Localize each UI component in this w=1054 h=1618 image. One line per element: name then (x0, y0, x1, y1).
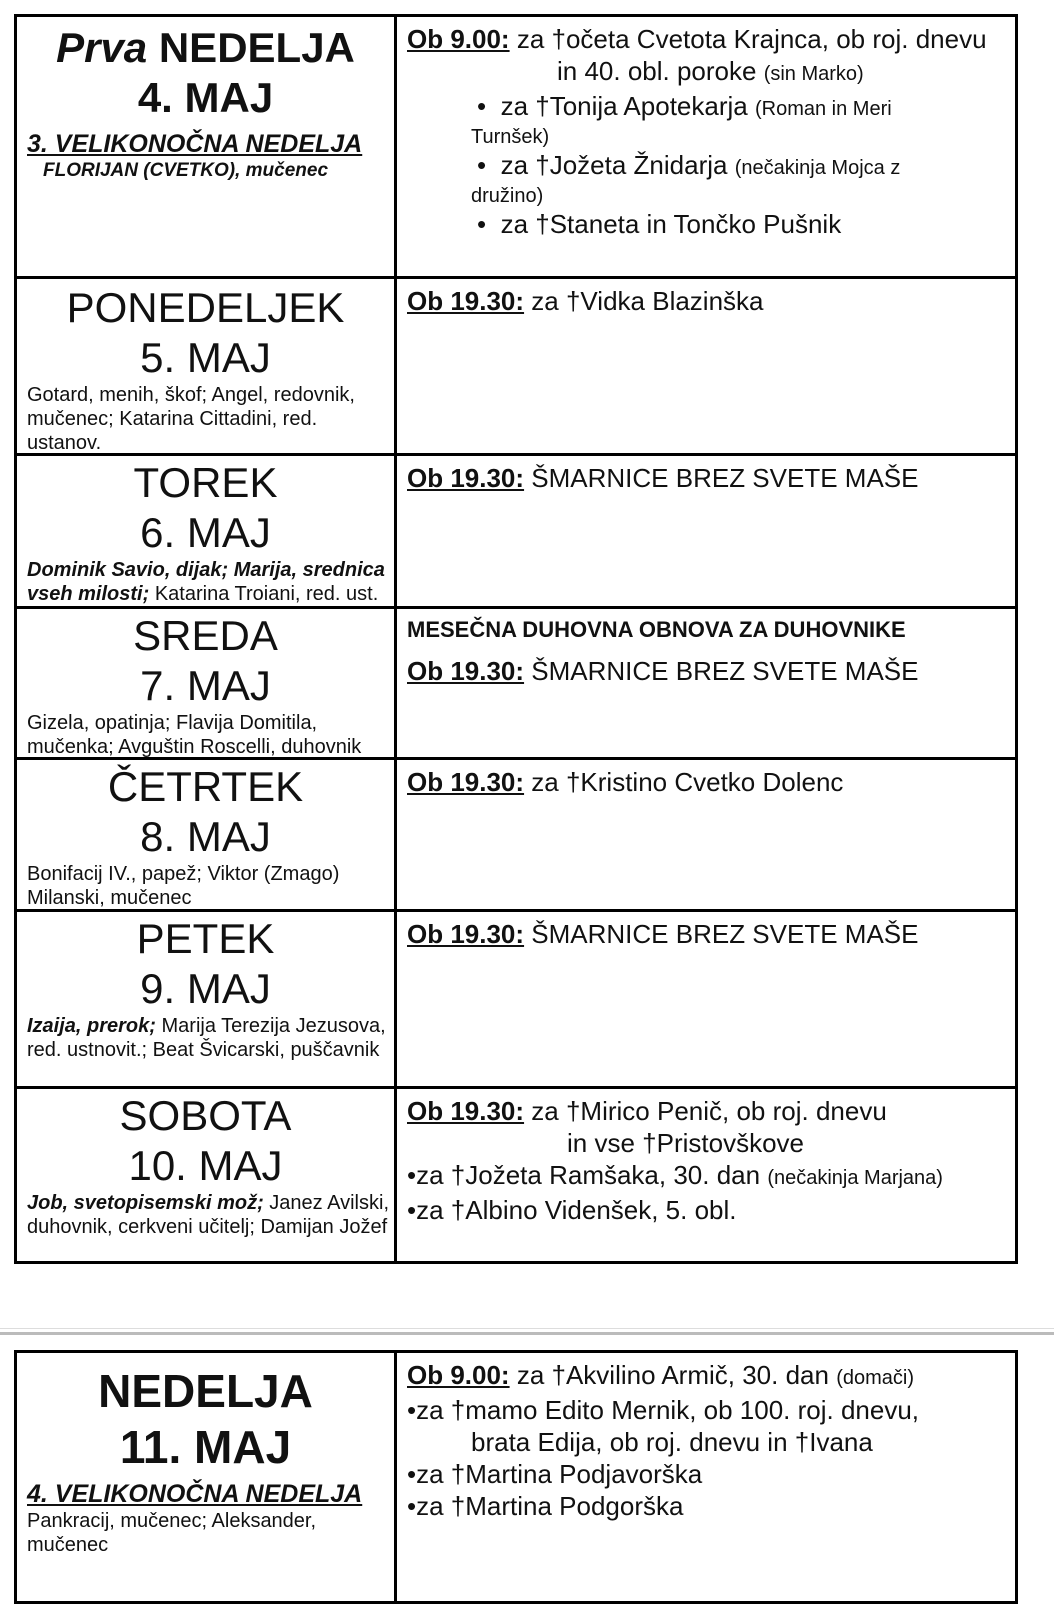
day-date: 4. MAJ (137, 74, 274, 121)
day-cell (17, 609, 397, 757)
mass-entry (407, 285, 1005, 317)
day-name-text: NEDELJA (158, 24, 355, 71)
intention-item (407, 1194, 1005, 1226)
day-name: TOREK (133, 459, 278, 506)
donor-note-cont: Turnšek) (471, 126, 550, 148)
donor-note: (nečakinja Mojca z (734, 157, 901, 179)
day-name: PETEK (136, 915, 275, 962)
mass-cell (397, 279, 1015, 453)
mass-time: Ob 19.30: (407, 919, 525, 949)
day-row-monday (17, 279, 1015, 456)
day-date: 9. MAJ (140, 965, 271, 1012)
bullet-icon: • (477, 91, 487, 121)
continuation-text: in 40. obl. poroke (557, 56, 757, 86)
mass-cell (397, 609, 1015, 757)
day-row-saturday (17, 1089, 1015, 1261)
mass-entry (407, 1095, 1005, 1127)
mass-entry (407, 23, 1005, 55)
bullet-icon: • (407, 1195, 417, 1225)
bullet-icon: • (407, 1395, 417, 1425)
intention-text: za †Jožeta Ramšaka, 30. dan (416, 1160, 761, 1190)
saint-names: FLORIJAN (CVETKO), mučenec (43, 160, 329, 181)
mass-time: Ob 19.30: (407, 656, 525, 686)
mass-entry (407, 655, 1005, 687)
mass-time: Ob 19.30: (407, 767, 525, 797)
intention-text: za †Jožeta Žnidarja (500, 150, 728, 180)
mass-intention: ŠMARNICE BREZ SVETE MAŠE (524, 919, 919, 949)
day-name: PONEDELJEK (66, 284, 345, 331)
day-name: SOBOTA (119, 1092, 292, 1139)
saint-names-italic: Izaija, prerok; (27, 1015, 156, 1037)
mass-intention: ŠMARNICE BREZ SVETE MAŠE (524, 656, 919, 686)
mass-time: Ob 19.30: (407, 286, 525, 316)
bullet-icon: • (407, 1160, 417, 1190)
day-name: SREDA (133, 612, 278, 659)
intention-text: za †Albino Videnšek, 5. obl. (416, 1195, 737, 1225)
day-name: NEDELJA (98, 1365, 313, 1417)
day-row-wednesday (17, 609, 1015, 760)
feast-title: 3. VELIKONOČNA NEDELJA (27, 130, 363, 158)
mass-intention: za †Akvilino Armič, 30. dan (509, 1360, 829, 1390)
donor-note: (domači) (836, 1367, 915, 1389)
saint-names-plain: Katarina Troiani, red. ust. (149, 583, 379, 605)
mass-time: Ob 9.00: (407, 24, 510, 54)
day-cell (17, 912, 397, 1086)
donor-note: (sin Marko) (763, 63, 864, 85)
day-date: 7. MAJ (140, 662, 271, 709)
saint-names-italic: Dominik Savio, dijak; Marija, srednica vseh milosti; (27, 559, 385, 605)
mass-continuation (407, 55, 1005, 90)
day-cell (17, 760, 397, 909)
day-name (17, 23, 394, 73)
schedule-table-week1 (14, 14, 1018, 1264)
mass-cell (397, 17, 1015, 276)
saint-names-plain: Janez Avilski, duhovnik, cerkveni učitelj; Damijan Jožef (27, 1192, 389, 1238)
mass-intention: za †očeta Cvetota Krajnca, ob roj. dnevu (509, 24, 987, 54)
mass-entry (407, 462, 1005, 494)
mass-cell (397, 1089, 1015, 1261)
intention-text: za †Staneta in Tončko Pušnik (500, 209, 842, 239)
mass-time: Ob 19.30: (407, 1096, 525, 1126)
intention-item (407, 1458, 1005, 1490)
mass-intention: ŠMARNICE BREZ SVETE MAŠE (524, 463, 919, 493)
day-row-tuesday (17, 456, 1015, 609)
saint-names-italic: Job, svetopisemski mož; (27, 1192, 264, 1214)
intention-text: za †Martina Podjavorška (416, 1459, 703, 1489)
notice-heading: MESEČNA DUHOVNA OBNOVA ZA DUHOVNIKE (407, 617, 906, 642)
mass-time: Ob 9.00: (407, 1360, 510, 1390)
day-row-sunday-11 (17, 1353, 1015, 1601)
mass-continuation: in vse †Pristovškove (567, 1128, 804, 1158)
day-prefix: Prva (56, 24, 148, 71)
day-row-sunday-4 (17, 17, 1015, 279)
schedule-table-week2 (14, 1350, 1018, 1604)
day-cell (17, 279, 397, 453)
intention-text: za †Martina Podgorška (416, 1491, 684, 1521)
saint-names: Gotard, menih, škof; Angel, redovnik, mučenec; Katarina Cittadini, red. ustanov. (27, 384, 355, 454)
feast-title: 4. VELIKONOČNA NEDELJA (27, 1480, 363, 1508)
mass-cell (397, 912, 1015, 1086)
mass-intention: za †Mirico Penič, ob roj. dnevu (524, 1096, 887, 1126)
day-date: 6. MAJ (140, 509, 271, 556)
donor-note-cont: družino) (471, 185, 544, 207)
day-row-friday (17, 912, 1015, 1089)
day-name: ČETRTEK (107, 763, 304, 810)
day-cell (17, 1353, 397, 1601)
page-break-line (0, 1332, 1054, 1335)
bullet-icon: • (477, 209, 487, 239)
day-date: 11. MAJ (119, 1421, 292, 1473)
day-cell (17, 456, 397, 606)
day-cell (17, 1089, 397, 1261)
mass-intention: za †Kristino Cvetko Dolenc (524, 767, 844, 797)
day-date: 5. MAJ (140, 334, 271, 381)
mass-cell (397, 456, 1015, 606)
saint-names: Bonifacij IV., papež; Viktor (Zmago) Milanski, mučenec (27, 863, 340, 909)
intention-item (407, 90, 1005, 125)
day-row-thursday (17, 760, 1015, 912)
day-date: 10. MAJ (128, 1142, 283, 1189)
saint-names-plain: Marija Terezija Jezusova, red. ustnovit.; Beat Švicarski, puščavnik (27, 1015, 386, 1061)
donor-note: (Roman in Meri (754, 98, 892, 120)
donor-note: (nečakinja Marjana) (767, 1167, 943, 1189)
mass-entry (407, 918, 1005, 950)
saint-names (17, 558, 394, 606)
intention-item (407, 1394, 1005, 1426)
day-date: 8. MAJ (140, 813, 271, 860)
bullet-icon: • (477, 150, 487, 180)
bullet-icon: • (407, 1459, 417, 1489)
day-cell (17, 17, 397, 276)
intention-continuation: brata Edija, ob roj. dnevu in †Ivana (471, 1427, 873, 1457)
page-edge-line (0, 1328, 1054, 1329)
bullet-icon: • (407, 1491, 417, 1521)
mass-entry (407, 766, 1005, 798)
saint-names: Gizela, opatinja; Flavija Domitila, mučenka; Avguštin Roscelli, duhovnik (27, 712, 362, 758)
intention-item (407, 1159, 1005, 1194)
mass-time: Ob 19.30: (407, 463, 525, 493)
mass-intention: za †Vidka Blazinška (524, 286, 764, 316)
mass-cell (397, 1353, 1015, 1601)
saint-names (17, 1014, 394, 1062)
mass-entry (407, 1359, 1005, 1394)
intention-item (407, 1490, 1005, 1522)
intention-item (407, 149, 1005, 184)
intention-item (407, 208, 1005, 240)
saint-names: Pankracij, mučenec; Aleksander, mučenec (27, 1510, 317, 1556)
saint-names (17, 1191, 394, 1239)
intention-text: za †Tonija Apotekarja (500, 91, 748, 121)
mass-cell (397, 760, 1015, 909)
intention-text: za †mamo Edito Mernik, ob 100. roj. dnevu, (416, 1395, 920, 1425)
